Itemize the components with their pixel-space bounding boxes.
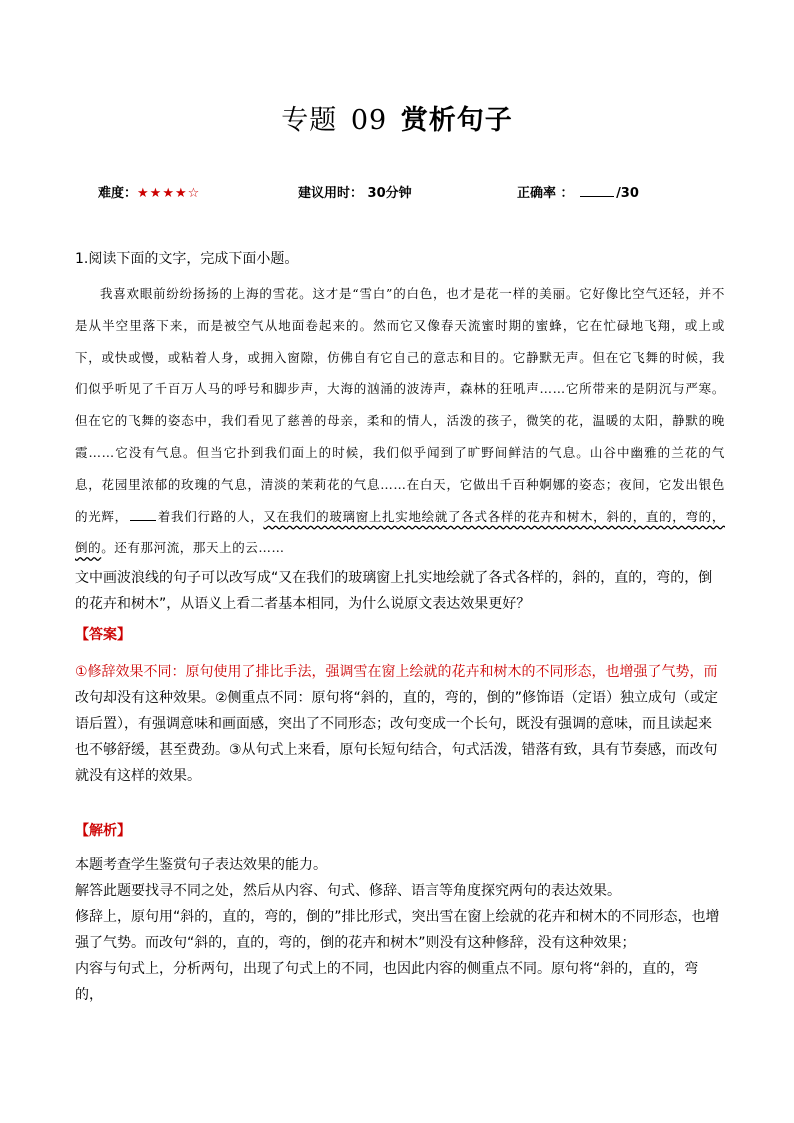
page-title [0,98,794,137]
time-value: 30分钟 [367,186,412,201]
analysis-text [75,852,725,1008]
passage-part2: 着我们行路的人， [157,508,264,524]
difficulty-label: 难度： [98,186,138,201]
title-number: 09 [350,105,388,136]
accuracy-label: 正确率 ： [517,186,574,201]
difficulty [98,182,200,201]
answer-heading: 【答案】 [75,627,131,643]
analysis-paragraph: 解答此题要找寻不同之处，然后从内容、句式、修辞、语言等角度探究两句的表达效果。 [75,883,621,899]
analysis-paragraph: 本题考查学生鉴赏句子表达效果的能力。 [75,857,327,873]
question-intro: 1.阅读下面的文字，完成下面小题。 [75,251,299,267]
answer-text [75,659,725,789]
difficulty-stars: ★★★★☆ [137,186,201,201]
accuracy [517,182,639,201]
wavy-underlined-sentence: 又在我们的玻璃窗上扎实地绘就了各式各样的花卉和树木，斜的，直的，弯的，倒的 [75,508,725,556]
accuracy-total: /30 [616,186,639,201]
answer-text-red: ①修辞效果不同：原句使用了排比手法，强调雪在窗上绘就的花卉和树木的不同形态，也增强了气势，而 [75,664,718,680]
analysis-paragraph: 修辞上，原句用“斜的，直的，弯的，倒的”排比形式，突出雪在窗上绘就的花卉和树木的不同形态，也增强了气势。而改句“斜的，直的，弯的，倒的花卉和树木”则没有这种修辞，没有这种效果； [75,909,720,951]
passage-part1: 我喜欢眼前纷纷扬扬的上海的雪花。这才是“雪白”的白色，也才是花一样的美丽。它好像比空气还轻，并不是从半空里落下来，而是被空气从地面卷起来的。然而它又像春天流蜜时期的蜜蜂，它在忙碌地飞翔，或上或下，或快或慢，或粘着人身，或拥入窗隙，仿佛自有它自己的意志和目的。它静默无声。但在它飞舞的时候，我们似乎听见了千百万人马的呼号和脚步声，大海的汹涌的波涛声，森林的狂吼声……它所带来的是阴沉与严寒。但在它的飞舞的姿态中，我们看见了慈善的母亲，柔和的情人，活泼的孩子，微笑的花，温暖的太阳，静默的晚霞……它没有气息。但当它扑到我们面上的时候，我们似乎闻到了旷野间鲜洁的气息。山谷中幽雅的兰花的气息，花园里浓郁的玫瑰的气息，清淡的茉莉花的气息……在白天，它做出千百种婀娜的姿态；夜间，它发出银色的光辉， [75,286,725,524]
question-prompt: 文中画波浪线的句子可以改写成“又在我们的玻璃窗上扎实地绘就了各式各样的，斜的，直的，弯的，倒的花卉和树木”，从语义上看二者基本相同，为什么说原文表达效果更好？ [75,570,713,612]
passage-part3: 。还有那河流，那天上的云…… [101,540,285,556]
title-name: 赏析句子 [400,105,513,136]
title-prefix: 专题 [281,105,338,136]
time-label: 建议用时： [298,186,364,201]
analysis-heading: 【解析】 [75,823,131,839]
suggested-time [298,182,412,201]
answer-text-rest: 改句却没有这种效果。②侧重点不同：原句将“斜的，直的，弯的，倒的”修饰语（定语）独立成句（或定语后置），有强调意味和画面感，突出了不同形态；改句变成一个长句，既没有强调的意味，而且读起来也不够舒缓，甚至费劲。③从句式上来看，原句长短句结合，句式活泼，错落有致，具有节奏感，而改句就没有这样的效果。 [75,690,719,784]
reading-passage [75,278,725,564]
analysis-paragraph: 内容与句式上，分析两句，出现了句式上的不同，也因此内容的侧重点不同。原句将“斜的，直的，弯的， [75,961,699,1003]
accuracy-blank [580,186,614,197]
passage-blank [130,510,156,521]
